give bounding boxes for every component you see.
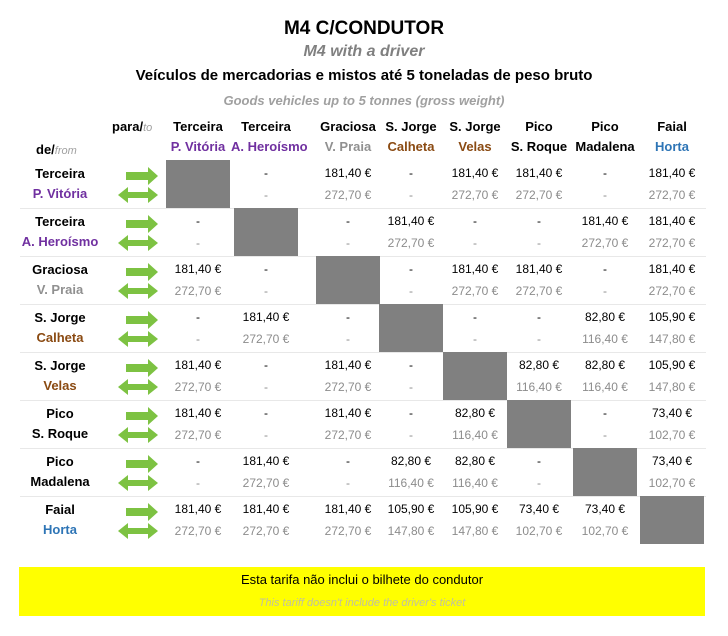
rate-one-way: - xyxy=(346,454,350,468)
rate-return: 272,70 € xyxy=(387,236,435,250)
route-arrows-icon xyxy=(118,453,162,493)
rate-return: 272,70 € xyxy=(324,188,372,202)
rate-one-way: - xyxy=(346,214,350,228)
route-arrows-icon xyxy=(118,309,162,349)
rate-one-way: 181,40 € xyxy=(515,166,563,180)
rate-one-way: - xyxy=(346,310,350,324)
rate-one-way: - xyxy=(409,262,413,276)
rate-one-way: 181,40 € xyxy=(387,214,435,228)
rate-return: 272,70 € xyxy=(242,524,290,538)
rate-return: 116,40 € xyxy=(582,332,628,346)
table-description-english: Goods vehicles up to 5 tonnes (gross weight) xyxy=(223,93,505,108)
rate-return: 272,70 € xyxy=(451,188,499,202)
rate-return: - xyxy=(196,236,200,250)
rate-return: 272,70 € xyxy=(174,524,222,538)
rate-return: 116,40 € xyxy=(452,476,498,490)
column-header-port: V. Praia xyxy=(324,139,372,154)
rate-one-way: 73,40 € xyxy=(651,406,693,420)
route-arrows-icon xyxy=(118,501,162,541)
rate-return: 272,70 € xyxy=(648,236,696,250)
table-description: Veículos de mercadorias e mistos até 5 toneladas de peso bruto xyxy=(135,67,593,84)
row-header-port: S. Roque xyxy=(31,426,89,441)
rate-one-way: - xyxy=(196,214,200,228)
rate-return: 116,40 € xyxy=(582,380,628,394)
rate-one-way: 181,40 € xyxy=(174,262,222,276)
rate-one-way: - xyxy=(409,166,413,180)
rate-one-way: 82,80 € xyxy=(518,358,560,372)
rate-one-way: 181,40 € xyxy=(324,502,372,516)
rate-one-way: - xyxy=(537,454,541,468)
rate-one-way: 181,40 € xyxy=(451,166,499,180)
rate-return: 272,70 € xyxy=(515,188,563,202)
rate-return: - xyxy=(346,332,350,346)
rate-one-way: - xyxy=(264,358,268,372)
notice-text: Esta tarifa não inclui o bilhete do condutor xyxy=(240,572,484,587)
rate-one-way: - xyxy=(473,214,477,228)
row-header-island: Terceira xyxy=(35,166,85,181)
rate-return: 147,80 € xyxy=(648,380,696,394)
rate-return: - xyxy=(196,476,200,490)
column-header-port: Velas xyxy=(458,139,492,154)
rate-return: 272,70 € xyxy=(242,476,290,490)
rate-return: 272,70 € xyxy=(324,380,372,394)
rate-return: - xyxy=(346,236,350,250)
rate-one-way: 181,40 € xyxy=(648,262,696,276)
rate-return: - xyxy=(537,332,541,346)
route-arrows-icon xyxy=(118,405,162,445)
rate-return: 272,70 € xyxy=(324,524,372,538)
rate-one-way: - xyxy=(264,262,268,276)
rate-one-way: 181,40 € xyxy=(242,502,290,516)
rate-return: - xyxy=(537,476,541,490)
rate-one-way: - xyxy=(196,310,200,324)
rate-one-way: 181,40 € xyxy=(174,502,222,516)
rate-return: - xyxy=(473,332,477,346)
diagonal-cell xyxy=(234,208,298,256)
rate-one-way: 73,40 € xyxy=(518,502,560,516)
rate-return: 272,70 € xyxy=(324,428,372,442)
column-header-island: Terceira xyxy=(241,119,291,134)
rate-return: - xyxy=(537,236,541,250)
rate-return: - xyxy=(603,428,607,442)
rate-return: - xyxy=(603,284,607,298)
rate-one-way: 181,40 € xyxy=(174,406,222,420)
diagonal-cell xyxy=(640,496,704,544)
rate-one-way: 82,80 € xyxy=(584,358,626,372)
column-header-port: Calheta xyxy=(387,139,435,154)
row-header-island: S. Jorge xyxy=(34,310,86,325)
rate-return: 116,40 € xyxy=(388,476,434,490)
page-title-english: M4 with a driver xyxy=(303,43,425,60)
rate-return: - xyxy=(346,476,350,490)
rate-one-way: 181,40 € xyxy=(242,454,290,468)
rate-one-way: - xyxy=(537,214,541,228)
row-header-island: S. Jorge xyxy=(34,358,86,373)
column-header-port: P. Vitória xyxy=(170,139,226,154)
row-header-island: Pico xyxy=(46,406,74,421)
rate-one-way: 181,40 € xyxy=(451,262,499,276)
column-header-island: Pico xyxy=(525,119,553,134)
rate-return: - xyxy=(409,188,413,202)
rate-return: 272,70 € xyxy=(515,284,563,298)
diagonal-cell xyxy=(507,400,571,448)
rate-one-way: 181,40 € xyxy=(648,166,696,180)
column-header-island: Faial xyxy=(657,119,687,134)
row-divider xyxy=(20,400,706,401)
rate-one-way: 181,40 € xyxy=(324,406,372,420)
diagonal-cell xyxy=(379,304,443,352)
rate-one-way: - xyxy=(603,262,607,276)
rate-return: 147,80 € xyxy=(387,524,435,538)
rate-return: 116,40 € xyxy=(452,428,498,442)
row-divider xyxy=(20,304,706,305)
column-header-island: S. Jorge xyxy=(449,119,501,134)
rate-one-way: - xyxy=(264,406,268,420)
rate-one-way: 73,40 € xyxy=(584,502,626,516)
rate-return: - xyxy=(603,188,607,202)
rate-return: - xyxy=(264,428,268,442)
rate-return: 102,70 € xyxy=(648,476,696,490)
rate-one-way: 82,80 € xyxy=(584,310,626,324)
notice-text-english: This tariff doesn't include the driver's ticket xyxy=(258,597,466,609)
diagonal-cell xyxy=(573,448,637,496)
rate-return: 272,70 € xyxy=(451,284,499,298)
rate-return: 272,70 € xyxy=(648,188,696,202)
row-divider xyxy=(20,352,706,353)
rate-one-way: 82,80 € xyxy=(454,454,496,468)
route-arrows-icon xyxy=(118,213,162,253)
rate-return: 102,70 € xyxy=(515,524,563,538)
rate-one-way: 181,40 € xyxy=(174,358,222,372)
rate-return: 147,80 € xyxy=(451,524,499,538)
rate-one-way: - xyxy=(603,166,607,180)
rate-return: - xyxy=(264,188,268,202)
rate-return: 272,70 € xyxy=(648,284,696,298)
column-header-port: Horta xyxy=(655,139,689,154)
page-title: M4 C/CONDUTOR xyxy=(283,18,445,39)
rate-return: 102,70 € xyxy=(648,428,696,442)
row-header-island: Graciosa xyxy=(32,262,88,277)
route-arrows-icon xyxy=(118,261,162,301)
rate-one-way: - xyxy=(537,310,541,324)
diagonal-cell xyxy=(316,256,380,304)
column-header-port: A. Heroísmo xyxy=(231,139,308,154)
rate-return: - xyxy=(409,380,413,394)
route-arrows-icon xyxy=(118,165,162,205)
rate-one-way: 105,90 € xyxy=(451,502,499,516)
rate-one-way: 181,40 € xyxy=(324,358,372,372)
rate-return: - xyxy=(264,380,268,394)
rate-one-way: 181,40 € xyxy=(515,262,563,276)
row-header-port: Madalena xyxy=(30,474,90,489)
rate-return: 102,70 € xyxy=(581,524,629,538)
column-header-island: Graciosa xyxy=(320,119,376,134)
row-header-port: P. Vitória xyxy=(32,186,88,201)
rate-one-way: 181,40 € xyxy=(581,214,629,228)
row-header-island: Faial xyxy=(45,502,75,517)
row-header-port: V. Praia xyxy=(36,282,84,297)
rate-one-way: 82,80 € xyxy=(454,406,496,420)
rate-one-way: - xyxy=(409,406,413,420)
rate-one-way: 73,40 € xyxy=(651,454,693,468)
diagonal-cell xyxy=(166,160,230,208)
rate-one-way: - xyxy=(196,454,200,468)
rate-return: - xyxy=(473,236,477,250)
diagonal-cell xyxy=(443,352,507,400)
driver-ticket-notice xyxy=(19,567,705,616)
rate-return: 272,70 € xyxy=(581,236,629,250)
rate-return: - xyxy=(409,428,413,442)
column-header-island: S. Jorge xyxy=(385,119,437,134)
row-header-island: Pico xyxy=(46,454,74,469)
row-header-port: Velas xyxy=(43,378,77,393)
rate-return: 272,70 € xyxy=(174,428,222,442)
rate-one-way: 82,80 € xyxy=(390,454,432,468)
rate-one-way: 105,90 € xyxy=(648,358,696,372)
rate-one-way: 181,40 € xyxy=(242,310,290,324)
column-header-island: Terceira xyxy=(173,119,223,134)
rate-one-way: - xyxy=(264,166,268,180)
row-divider xyxy=(20,496,706,497)
rate-return: 272,70 € xyxy=(174,380,222,394)
column-header-port: Madalena xyxy=(575,139,635,154)
row-header-port: A. Heroísmo xyxy=(21,234,99,249)
rate-return: - xyxy=(196,332,200,346)
row-header-port: Calheta xyxy=(36,330,84,345)
rate-return: - xyxy=(264,284,268,298)
rate-return: 116,40 € xyxy=(516,380,562,394)
from-axis-label: de/from xyxy=(36,142,77,157)
row-header-island: Terceira xyxy=(35,214,85,229)
row-divider xyxy=(20,208,706,209)
row-header-port: Horta xyxy=(43,522,77,537)
rate-return: 272,70 € xyxy=(174,284,222,298)
to-axis-label: para/to xyxy=(112,119,153,134)
rate-one-way: 181,40 € xyxy=(648,214,696,228)
column-header-island: Pico xyxy=(591,119,619,134)
rate-one-way: 105,90 € xyxy=(648,310,696,324)
route-arrows-icon xyxy=(118,357,162,397)
rate-return: 272,70 € xyxy=(242,332,290,346)
rate-one-way: 105,90 € xyxy=(387,502,435,516)
rate-one-way: - xyxy=(409,358,413,372)
rate-one-way: 181,40 € xyxy=(324,166,372,180)
rate-one-way: - xyxy=(473,310,477,324)
column-header-port: S. Roque xyxy=(510,139,568,154)
rate-one-way: - xyxy=(603,406,607,420)
rate-return: 147,80 € xyxy=(648,332,696,346)
rate-return: - xyxy=(409,284,413,298)
